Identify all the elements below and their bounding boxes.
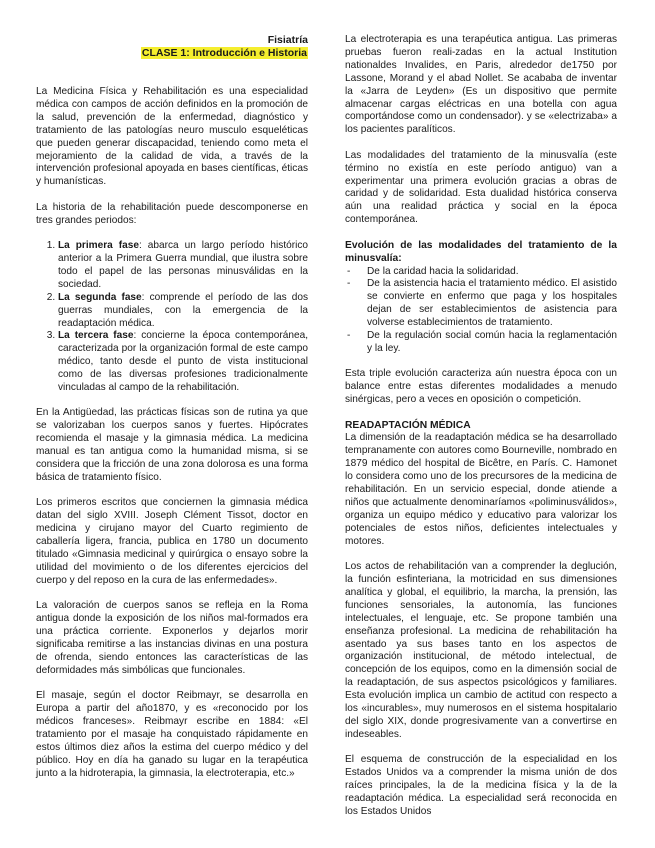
readaptation-heading: READAPTACIÓN MÉDICA [345, 419, 471, 431]
rehabilitation-acts-paragraph: Los actos de rehabilitación van a comprender la deglución, la función esfinteriana, la motricidad en sus dimensiones analítica y global, el equilibrio, la marcha, la prensión, las funciones sensoriales, la autonomía, las funciones intelectuales, el lenguaje, etc. Se propone también una enseñanza profesional. La medicina de rehabilitación ha asentado ya sus bases tanto en los aspectos de organización institucional, de método intelectual, de concepción de los equipos, como en la dimensión social de la readaptación, de sus aspectos psicológicos y familiares. Esta evolución implica un cambio de actitud con respecto a los «incurables», muy numerosos en el sistema hospitalario del siglo XIX, donde progresivamente van a convertirse en indeseables. [345, 561, 617, 740]
evolution-item: - De la regulación social común hacia la reglamentación y la ley. [367, 330, 617, 356]
document-header [36, 34, 308, 60]
treatment-modalities-paragraph: Las modalidades del tratamiento de la minusvalía (este término no existía en este período antiguo) van a experimentar una primera evolución gracias a obras de caridad y de solidaridad. Esta dualidad histórica conserva aún una realidad práctica y social en la época contemporánea. [345, 149, 617, 226]
first-writings-paragraph: Los primeros escritos que conciernen la gimnasia médica datan del siglo XVIII. Joseph Clément Tissot, doctor en medicina y cirujano mayor del Cuarto regimiento de caballería ligera, francia, publica en 1780 un documento titulado «Gimnasia medicinal y quirúrgica o ensayo sobre la utilidad del movimiento o de los diferentes ejercicios del cuerpo y del reposo en la cura de las enfermedades». [36, 497, 308, 586]
period-item [58, 292, 308, 331]
electrotherapy-paragraph: La electroterapia es una terapéutica antigua. Las primeras pruebas fueron reali-zadas en la actual Institution nationaldes Invalides, en Paris, alrededor de1750 por Lassone, Morand y el abad Nollet. Se acababa de inventar la «Jarra de Leyden» (Es un dispositivo que permite almacenar cargas eléctricas en una botella con agua comportándose como un condensador). y se «electrizaba» a los pacientes paralíticos. [345, 34, 617, 136]
massage-paragraph: El masaje, según el doctor Reibmayr, se desarrolla en Europa a partir del año1870, y es «reconocido por los médicos franceses». Reibmayr escribe en 1884: «El tratamiento por el masaje ha conquistado rápidamente en estos últimos diez años la estima del cuerpo médico y del público. Hoy en día ha ganado su lugar en la terapéutica junto a la hidroterapia, la gimnasia, la electroterapia, etc.» [36, 690, 308, 779]
readaptation-paragraph: La dimensión de la readaptación médica se ha desarrollado tempranamente con autores como Bourneville, nombrado en 1879 médico del hospital de Bicêtre, en París. C. Hamonet lo considera como uno de los precursores de la medicina de rehabilitación. En un servicio especial, donde atiende a niños que actualmente denominaríamos «poliminusválidos», organiza un equipo médico y educativo para valorizar los potenciales de estos niños, deficientes intelectuales y motores. [345, 432, 617, 547]
left-column [36, 34, 308, 793]
history-periods-list [36, 240, 308, 395]
period-term: La primera fase [58, 240, 139, 252]
period-item [58, 240, 308, 292]
ancient-rome-paragraph: La valoración de cuerpos sanos se refleja en la Roma antigua donde la exposición de los niños mal-formados era una práctica corriente. Exponerlos y dejarlos morir significaba remitirse a las instancias divinas en una postura de ofrenda, siendo entonces las características de las deformidades más simbólicas que funcionales. [36, 600, 308, 676]
antiquity-paragraph: En la Antigüedad, las prácticas físicas son de rutina ya que se valorizaban los cuerpos sanos y fuertes. Hipócrates recomienda el masaje y la gimnasia médica. La medicina manual es tan antigua como la humanidad misma, si se considera que la fricción de una zona dolorosa es una forma básica de tratamiento físico. [36, 407, 308, 483]
class-title [36, 47, 308, 60]
evolution-list [345, 266, 617, 356]
intro-paragraph: La Medicina Física y Rehabilitación es una especialidad médica con campos de acción definidos en la promoción de la salud, prevención de la enfermedad, diagnóstico y tratamiento de las patologías neuro musculo esqueléticas que pueden generar discapacidad, teniendo como meta el mejoramiento de la calidad de vida, a través de la intervención profesional apoyada en bases científicas, éticas y humanísticas. [36, 86, 308, 188]
evolution-item: - De la caridad hacia la solidaridad. [367, 266, 617, 279]
period-item [58, 330, 308, 395]
history-periods-intro: La historia de la rehabilitación puede descomponerse en tres grandes periodos: [36, 201, 308, 226]
period-term: La tercera fase [58, 330, 134, 342]
period-term: La segunda fase [58, 291, 142, 303]
course-name: Fisiatría [267, 34, 308, 46]
triple-evolution-paragraph: Esta triple evolución caracteriza aún nuestra época con un balance entre estas diferentes modalidades a menudo sinérgicas, pero a veces en oposición o competición. [345, 368, 617, 406]
evolution-heading: Evolución de las modalidades del tratamiento de la minusvalía: [345, 239, 617, 264]
period-text: : concierne la época contemporánea, caracterizada por la organización formal de este campo médico, tanto desde el punto de vista institucional como de las diversas profesiones tradicionalmente vinculadas al campo de la rehabilitación. [58, 330, 309, 394]
united-states-paragraph: El esquema de construcción de la especialidad en los Estados Unidos va a comprender la misma unión de dos raíces principales, la de la medicina física y la de la readaptación médica. La especialidad será reconocida en los Estados Unidos [345, 754, 617, 817]
evolution-item: - De la asistencia hacia el tratamiento médico. El asistido se convierte en enfermo que paga y los hospitales dejan de ser establecimientos de asistencia para volverse establecimientos de tratamiento. [367, 278, 617, 330]
class-title-highlight: CLASE 1: Introducción e Historia [141, 47, 307, 59]
right-column [345, 34, 617, 831]
period-text: : abarca un largo período histórico anterior a la Primera Guerra mundial, que ilustra sobre todo el papel de las personas minusválidas en la sociedad. [58, 240, 308, 290]
period-text: : comprende el período de las dos guerras mundiales, con la emergencia de la readaptación médica. [58, 291, 308, 329]
